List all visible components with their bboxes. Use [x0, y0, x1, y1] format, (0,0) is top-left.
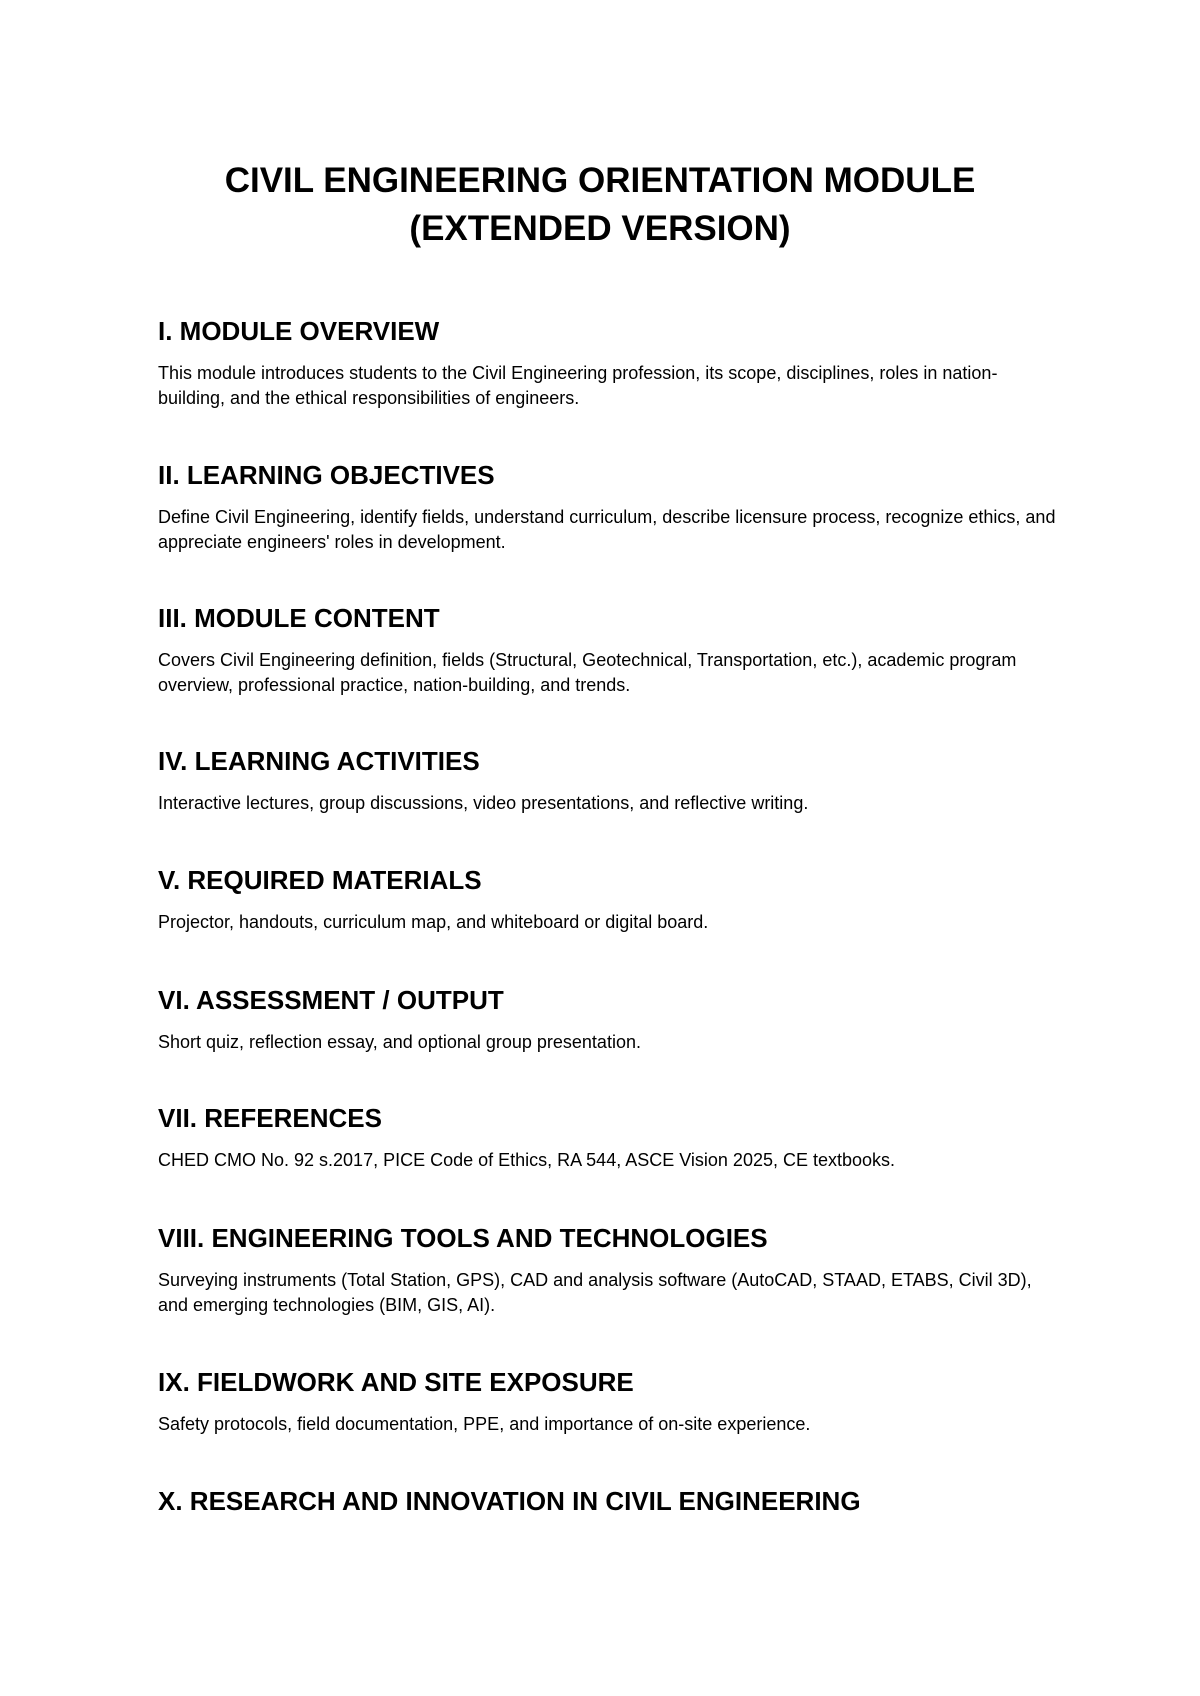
section-heading: I. MODULE OVERVIEW: [158, 316, 440, 346]
document-title-line-2: (EXTENDED VERSION): [409, 209, 791, 248]
section-heading: IV. LEARNING ACTIVITIES: [158, 746, 480, 776]
section-module-overview: [158, 318, 1058, 411]
document-title-line-1: CIVIL ENGINEERING ORIENTATION MODULE: [224, 161, 976, 200]
section-body: Covers Civil Engineering definition, fields (Structural, Geotechnical, Transportation, etc.), academic program overview, professional practice, nation-building, and trends.: [158, 650, 1017, 695]
section-body: CHED CMO No. 92 s.2017, PICE Code of Ethics, RA 544, ASCE Vision 2025, CE textbooks.: [158, 1150, 896, 1170]
section-body: Projector, handouts, curriculum map, and whiteboard or digital board.: [158, 912, 709, 932]
section-learning-objectives: [158, 462, 1058, 555]
section-module-content: [158, 605, 1058, 698]
section-heading: II. LEARNING OBJECTIVES: [158, 460, 495, 490]
section-body: Safety protocols, field documentation, PPE, and importance of on-site experience.: [158, 1414, 811, 1434]
section-heading: VIII. ENGINEERING TOOLS AND TECHNOLOGIES: [158, 1223, 768, 1253]
section-engineering-tools: [158, 1225, 1058, 1318]
section-body: Short quiz, reflection essay, and optional group presentation.: [158, 1032, 641, 1052]
section-research-innovation: [158, 1488, 1058, 1514]
section-heading: IX. FIELDWORK AND SITE EXPOSURE: [158, 1367, 634, 1397]
section-body: Surveying instruments (Total Station, GPS), CAD and analysis software (AutoCAD, STAAD, ETABS, Civil 3D), and emerging technologies (BIM, GIS, AI).: [158, 1270, 1032, 1315]
section-fieldwork-site-exposure: [158, 1369, 1058, 1437]
section-learning-activities: [158, 748, 1058, 816]
section-body: This module introduces students to the Civil Engineering profession, its scope, disciplines, roles in nation-building, and the ethical responsibilities of engineers.: [158, 363, 998, 408]
section-heading: X. RESEARCH AND INNOVATION IN CIVIL ENGINEERING: [158, 1486, 861, 1516]
section-heading: VI. ASSESSMENT / OUTPUT: [158, 985, 504, 1015]
section-body: Interactive lectures, group discussions, video presentations, and reflective writing.: [158, 793, 809, 813]
section-heading: III. MODULE CONTENT: [158, 603, 440, 633]
section-assessment-output: [158, 987, 1058, 1055]
section-heading: V. REQUIRED MATERIALS: [158, 865, 482, 895]
section-references: [158, 1105, 1058, 1173]
section-body: Define Civil Engineering, identify fields, understand curriculum, describe licensure process, recognize ethics, and appreciate engineers' roles in development.: [158, 507, 1056, 552]
section-heading: VII. REFERENCES: [158, 1103, 382, 1133]
section-required-materials: [158, 867, 1058, 935]
